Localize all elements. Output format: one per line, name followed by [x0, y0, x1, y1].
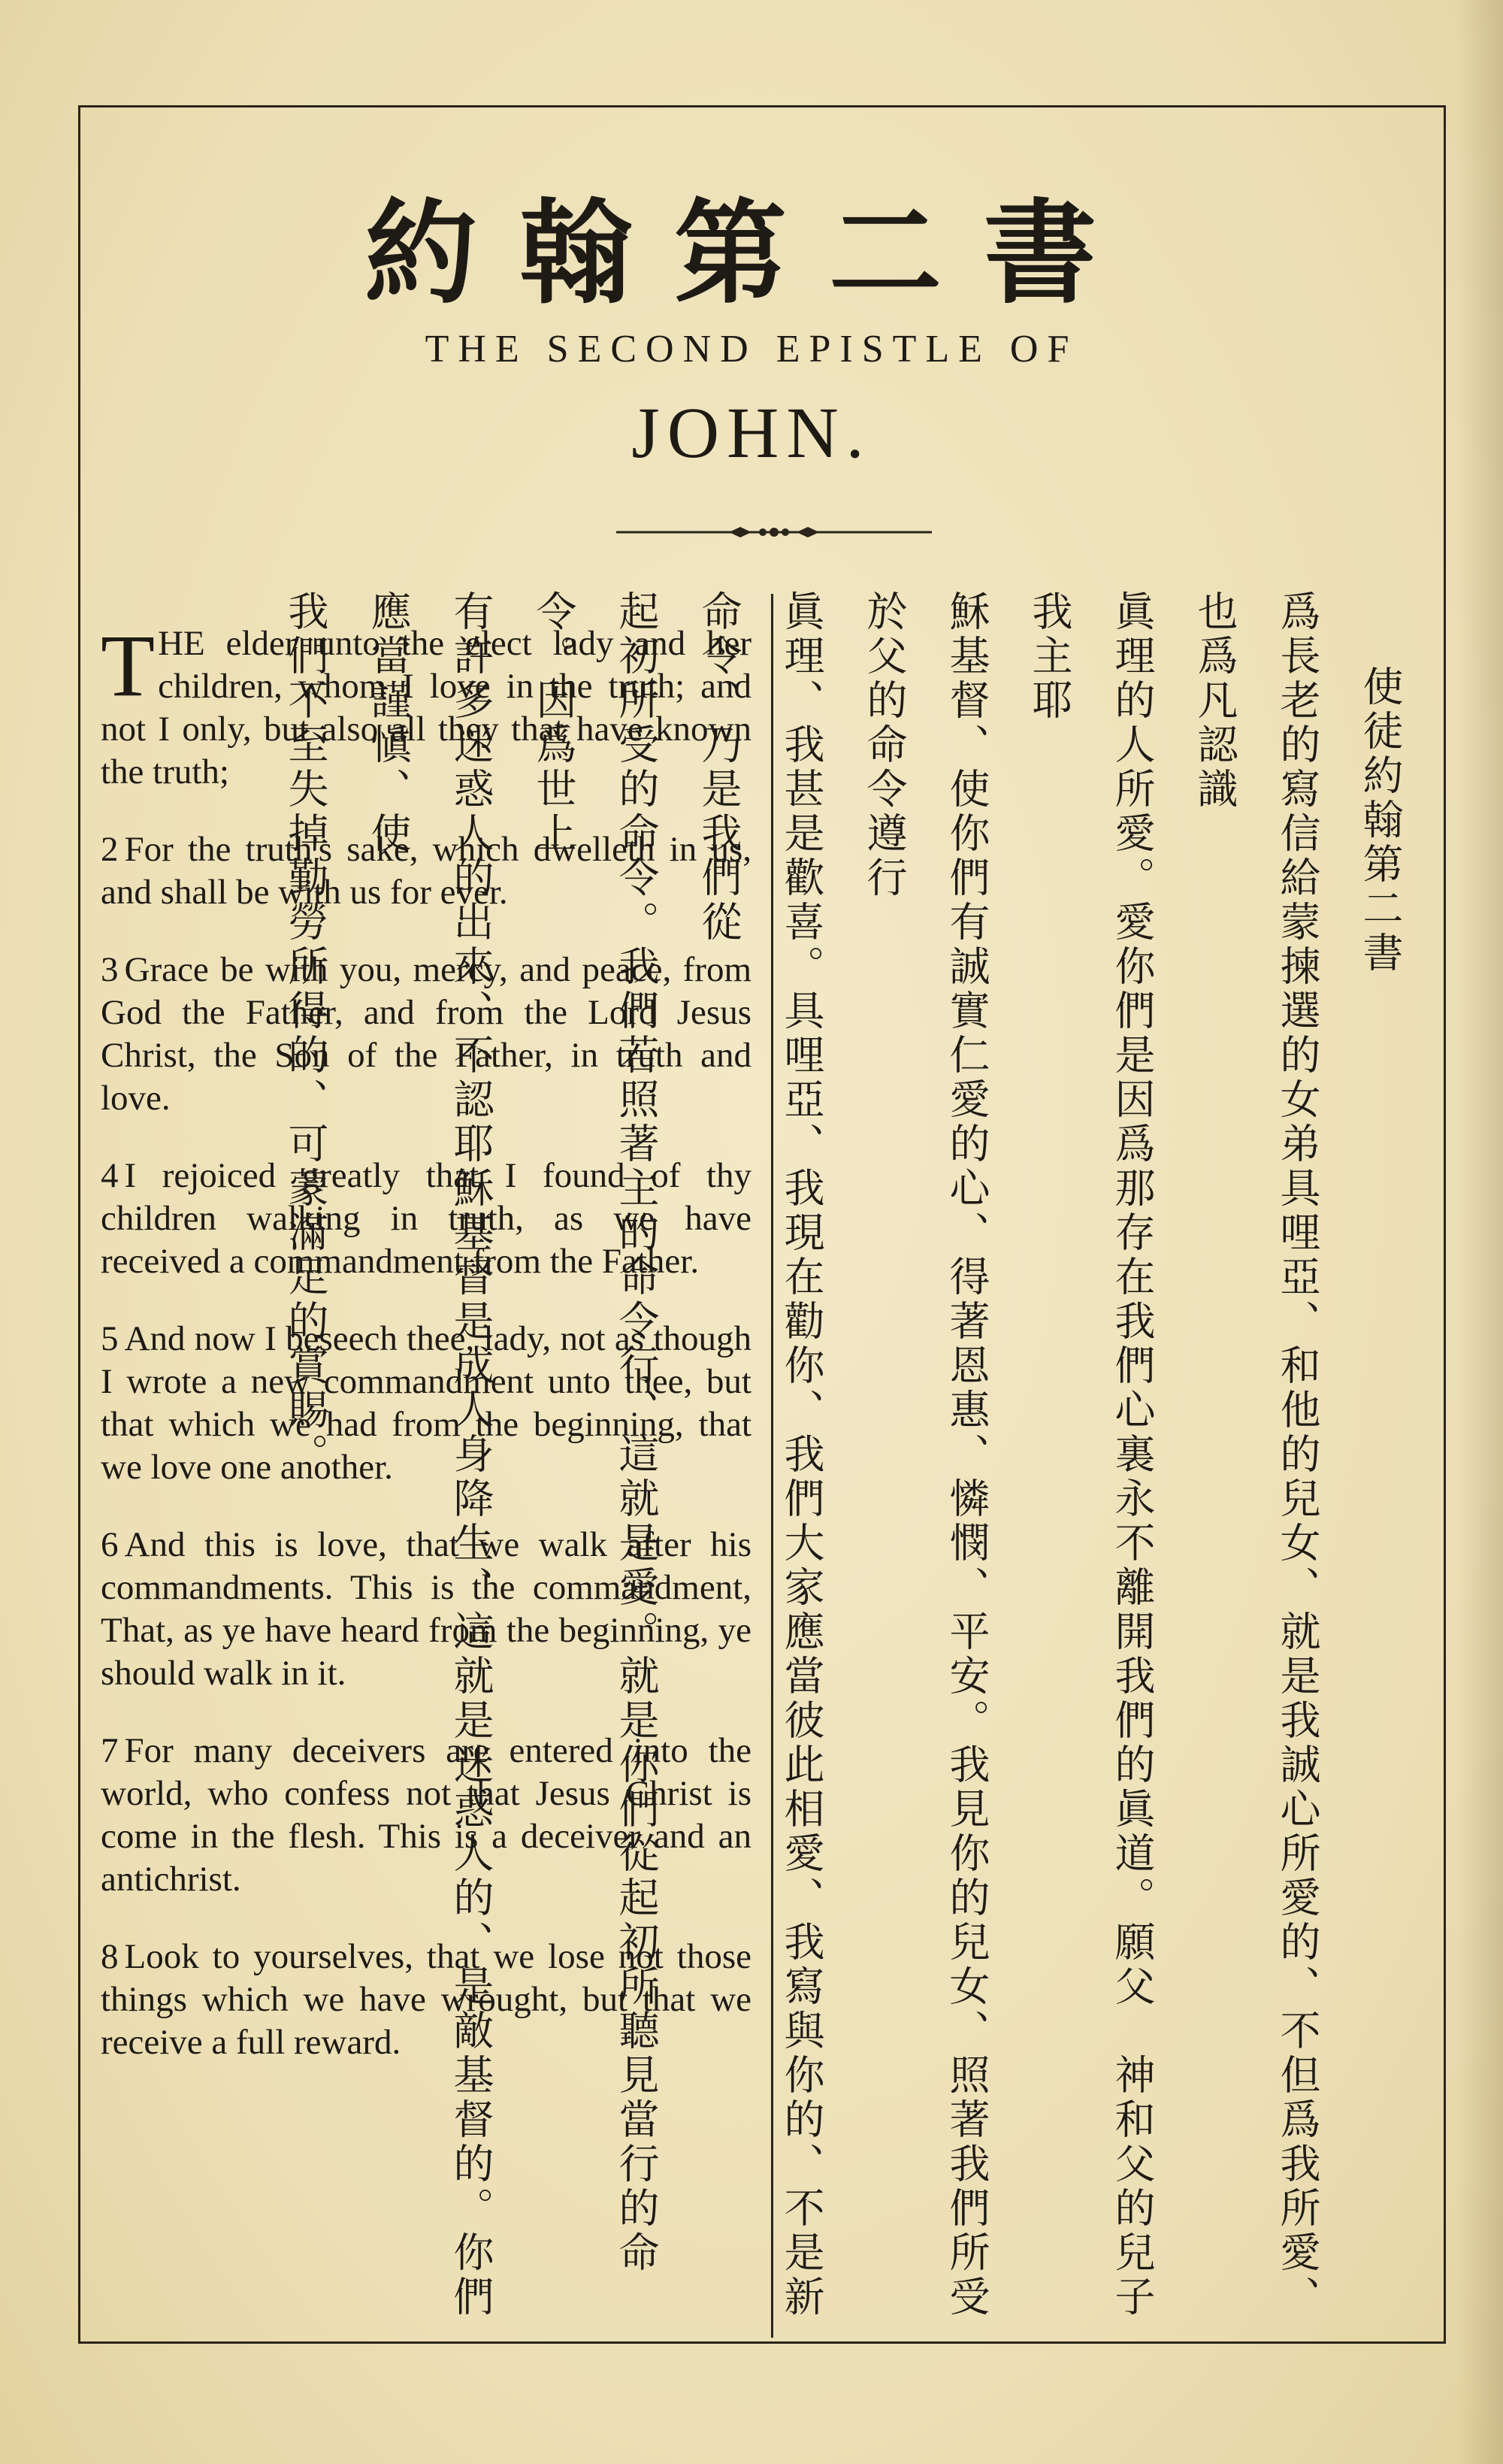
title-ornament-rule: [616, 521, 932, 543]
verse-text: And this is love, that we walk after his commandments. This is the commandment, That, as ye have heard from the beginning, ye should walk in it.: [101, 1525, 752, 1693]
chinese-column-5: 起初所受的命令。我們若照著主的命令行、這就是愛。就是你們從起初所聽見當行的命令。因爲世上: [530, 590, 660, 2275]
chinese-column-2: 眞理的人所愛。愛你們是因爲那存在我們心裏永不離開我們的眞道。願父 神和父的兒子我主耶: [1026, 590, 1156, 2320]
chinese-column-1: 爲長老的寫信給蒙揀選的女弟具哩亞、和他的兒女、就是我誠心所愛的、不但爲我所愛、也爲凡認識: [1191, 590, 1321, 2320]
verse-number: 8: [101, 1937, 119, 1976]
chinese-column-4: 眞理、我甚是歡喜。具哩亞、我現在勸你、我們大家應當彼此相愛、我寫與你的、不是新命令、乃是我們從: [695, 590, 825, 2320]
verse-text: HE elder unto the elect lady and her children, whom I love in the truth; and not I only, but also all they that have known the truth;: [101, 624, 752, 792]
chinese-column-7: 我們不至失掉勤勞所得的、可蒙滿足的賞賜。: [282, 590, 329, 1477]
verse-text: And now I beseech thee, lady, not as though I wrote a new commandment unto thee, but that which we had from the beginning, that we love one another.: [101, 1319, 752, 1487]
english-title-line-1: THE SECOND EPISTLE OF: [425, 328, 1078, 371]
chinese-title: 約翰第二書: [364, 187, 1139, 319]
verse-text: For many deceivers are entered into the world, who confess not that Jesus Christ is come in the flesh. This is a deceiver and an antichrist.: [101, 1731, 752, 1899]
verse-number: 3: [101, 950, 119, 989]
verse-number: 5: [101, 1319, 119, 1358]
verse-number: 7: [101, 1731, 119, 1770]
verse-text: I rejoiced greatly that I found of thy children walking in truth, as we have received a commandment from the Father.: [101, 1156, 752, 1281]
english-title-line-2: JOHN.: [631, 392, 872, 473]
verse-text: Look to yourselves, that we lose not those things which we have wrought, but that we receive a full reward.: [101, 1937, 752, 2062]
chinese-book-heading: 使徒約翰第二書: [1356, 665, 1404, 976]
chinese-column-6: 有許多迷惑人的出來、不認耶穌基督是成人身降生、這就是迷惑人的、是敵基督的。你們應當謹愼、使: [364, 590, 494, 2320]
verse-number: 4: [101, 1156, 119, 1195]
chinese-column-3: 穌基督、使你們有誠實仁愛的心、得著恩惠、憐憫、平安。我見你的兒女、照著我們所受於父的命令遵行: [860, 590, 990, 2320]
verse-text: For the truth's sake, which dwelleth in us, and shall be with us for ever.: [101, 830, 752, 912]
drop-cap: T: [101, 616, 156, 715]
verse-text: Grace be with you, mercy, and peace, from God the Father, and from the Lord Jesus Christ, the Son of the Father, in truth and love.: [101, 950, 752, 1118]
verse-number: 2: [101, 830, 119, 869]
verse-number: 6: [101, 1525, 119, 1564]
